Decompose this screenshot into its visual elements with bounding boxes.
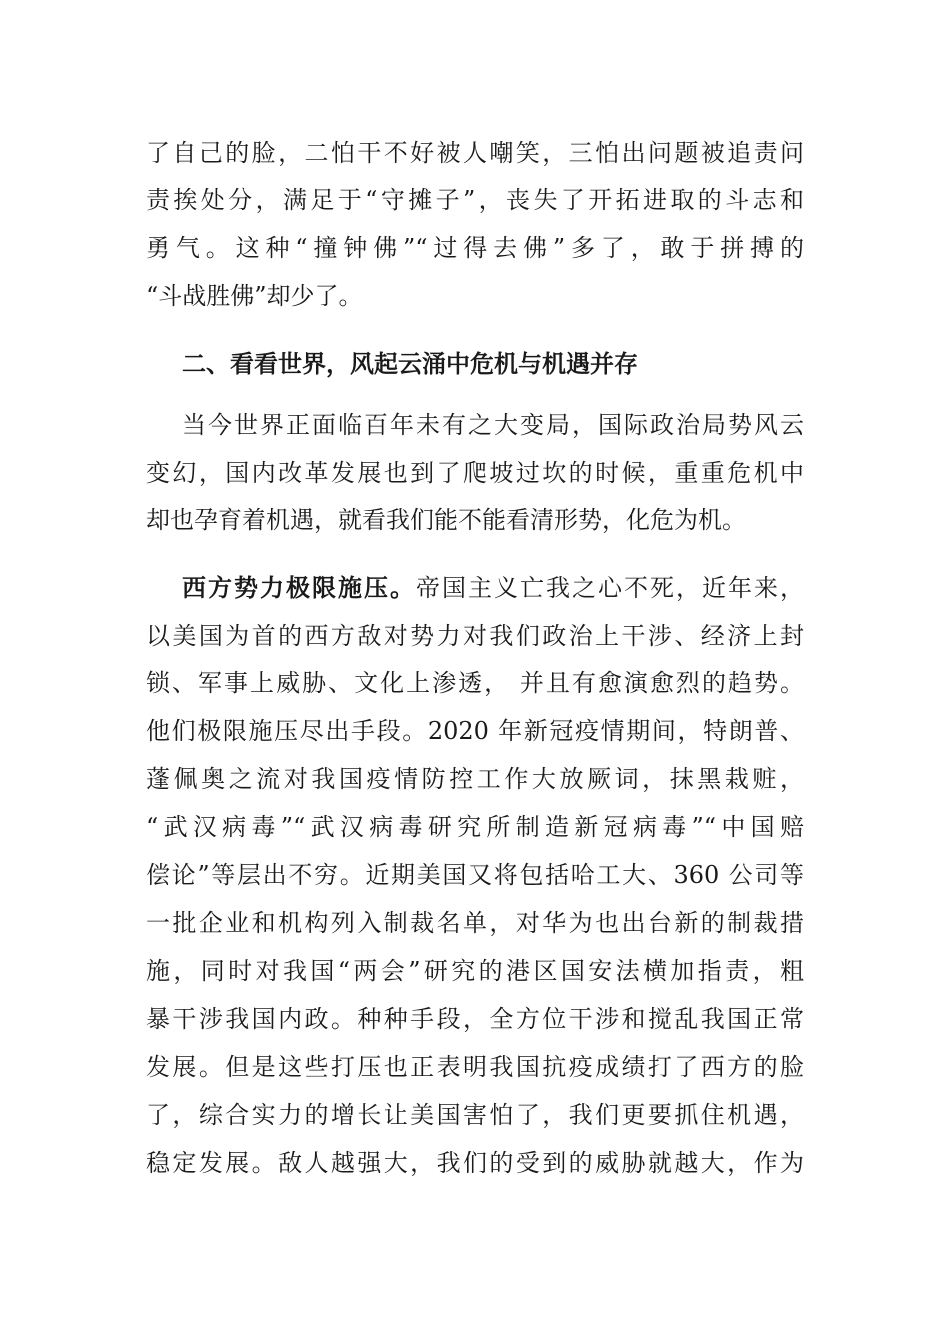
paragraph-line: 一批企业和机构列入制裁名单，对华为也出台新的制裁措 [146, 909, 804, 937]
section-heading: 二、看看世界，风起云涌中危机与机遇并存 [182, 350, 638, 378]
paragraph-line: 锁、军事上威胁、文化上渗透， 并且有愈演愈烈的趋势。 [146, 669, 804, 697]
paragraph-line: 发展。但是这些打压也正表明我国抗疫成绩打了西方的脸 [146, 1053, 804, 1081]
paragraph-line: “武汉病毒”“武汉病毒研究所制造新冠病毒”“中国赔 [146, 813, 804, 841]
paragraph-line: 却也孕育着机遇，就看我们能不能看清形势，化危为机。 [146, 506, 746, 534]
lead-rest: 帝国主义亡我之心不死，近年来， [416, 574, 804, 602]
paragraph-line: 稳定发展。敌人越强大，我们的受到的威胁就越大，作为 [146, 1149, 804, 1177]
paragraph-line [182, 568, 804, 608]
paragraph-line: 当今世界正面临百年未有之大变局，国际政治局势风云 [182, 411, 804, 439]
paragraph-line: 暴干涉我国内政。种种手段，全方位干涉和搅乱我国正常 [146, 1005, 804, 1033]
paragraph-line: 责挨处分，满足于“守摊子”，丧失了开拓进取的斗志和 [146, 186, 804, 214]
paragraph-line: “斗战胜佛”却少了。 [146, 282, 363, 310]
paragraph-line: 了自己的脸，二怕干不好被人嘲笑，三怕出问题被追责问 [146, 139, 804, 167]
paragraph-line: 勇气。这种“撞钟佛”“过得去佛”多了，敢于拼搏的 [146, 234, 804, 262]
bold-lead: 西方势力极限施压。 [182, 574, 416, 602]
paragraph-line: 偿论”等层出不穷。近期美国又将包括哈工大、360 公司等 [146, 861, 804, 889]
paragraph-line: 了，综合实力的增长让美国害怕了，我们更要抓住机遇， [146, 1101, 804, 1129]
paragraph-line: 蓬佩奥之流对我国疫情防控工作大放厥词，抹黑栽赃， [146, 765, 804, 793]
paragraph-line: 他们极限施压尽出手段。2020 年新冠疫情期间，特朗普、 [146, 717, 804, 745]
paragraph-line: 变幻，国内改革发展也到了爬坡过坎的时候，重重危机中 [146, 459, 804, 487]
paragraph-line: 施，同时对我国“两会”研究的港区国安法横加指责，粗 [146, 957, 804, 985]
paragraph-line: 以美国为首的西方敌对势力对我们政治上干涉、经济上封 [146, 622, 804, 650]
